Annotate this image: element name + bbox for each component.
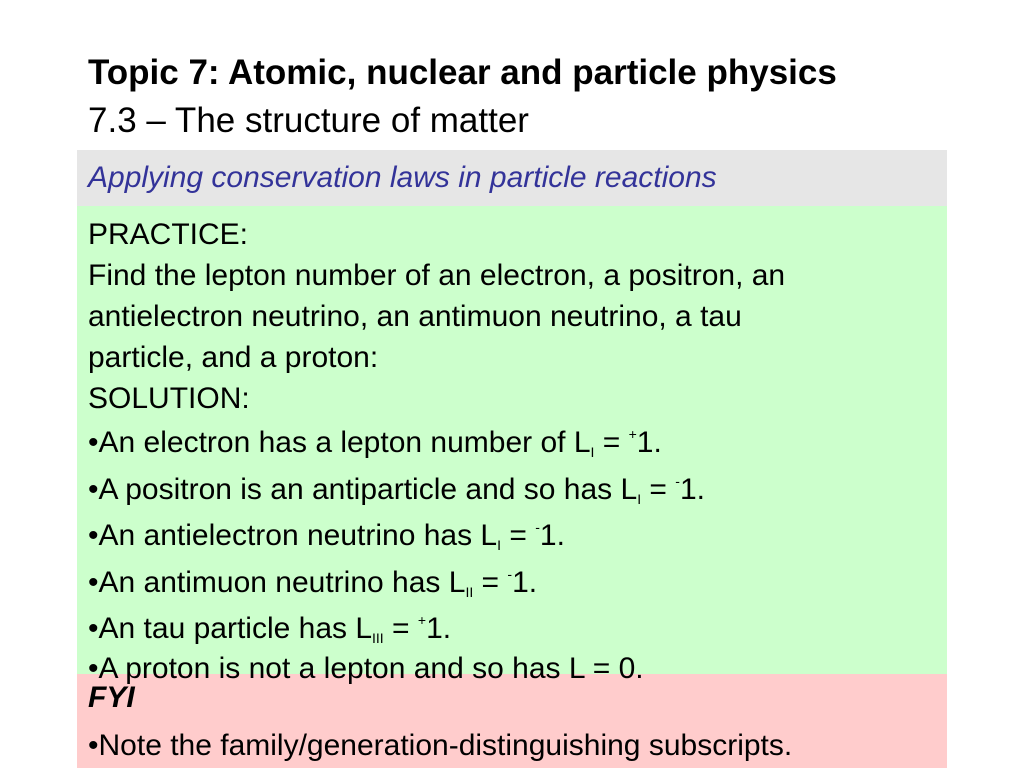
sign-superscript: - xyxy=(675,472,680,489)
page-title: Topic 7: Atomic, nuclear and particle physics xyxy=(88,53,837,92)
topic-heading: Applying conservation laws in particle reactions xyxy=(88,161,717,194)
lepton-value: 1. xyxy=(426,612,452,645)
page-subtitle: 7.3 – The structure of matter xyxy=(88,101,529,140)
bullet-equals: = xyxy=(383,612,418,645)
solution-bullet xyxy=(88,420,947,467)
lepton-subscript: I xyxy=(590,444,595,460)
solution-heading: SOLUTION: xyxy=(88,382,250,415)
bullet-text: A positron is an antiparticle and so has L xyxy=(98,472,638,506)
fyi-note-text: Note the family/generation-distinguishing subscripts. xyxy=(98,729,793,762)
bullet-text: An electron has a lepton number of L xyxy=(98,426,591,459)
bullet-icon: • xyxy=(88,652,99,685)
bullet-icon: • xyxy=(88,565,99,599)
solution-bullet xyxy=(88,646,644,692)
solution-bullet xyxy=(88,467,947,514)
bullet-icon: • xyxy=(88,426,99,459)
lepton-value: 1. xyxy=(512,565,538,599)
question-line: antielectron neutrino, an antimuon neutrino, a tau xyxy=(88,300,742,333)
topic-bar xyxy=(77,150,947,206)
bullet-icon: • xyxy=(88,729,99,762)
bullet-equals: = xyxy=(641,472,676,506)
lepton-value: 1. xyxy=(679,472,705,506)
bullet-text: An antielectron neutrino has L xyxy=(98,519,498,552)
bullet-equals: = xyxy=(594,426,629,459)
question-line: Find the lepton number of an electron, a positron, an xyxy=(88,259,786,292)
solution-bullet xyxy=(88,560,947,607)
bullet-icon: • xyxy=(88,612,99,645)
sign-superscript: - xyxy=(535,519,540,535)
bullet-icon: • xyxy=(88,472,99,506)
practice-heading: PRACTICE: xyxy=(88,218,249,251)
solution-bullet-list xyxy=(88,420,947,653)
lepton-value: 1. xyxy=(539,519,565,552)
sign-superscript: + xyxy=(628,426,637,442)
title-block xyxy=(88,52,968,142)
lepton-subscript: III xyxy=(372,630,384,646)
bullet-text: An tau particle has L xyxy=(98,612,373,645)
solution-bullet xyxy=(88,513,947,560)
lepton-value: 1. xyxy=(636,426,662,459)
lepton-subscript: I xyxy=(637,490,642,507)
lepton-subscript: I xyxy=(497,537,502,553)
bullet-text: A proton is not a lepton and so has L = 0. xyxy=(98,652,644,685)
bullet-equals: = xyxy=(473,565,508,599)
fyi-label: FYI xyxy=(88,681,135,714)
bullet-text: An antimuon neutrino has L xyxy=(98,565,466,599)
fyi-note xyxy=(88,726,947,766)
sign-superscript: + xyxy=(417,612,427,628)
bullet-icon: • xyxy=(88,519,99,552)
lepton-subscript: II xyxy=(465,583,474,600)
sign-superscript: - xyxy=(507,565,513,582)
question-line: particle, and a proton: xyxy=(88,341,379,374)
practice-panel xyxy=(77,206,947,674)
bullet-equals: = xyxy=(501,519,536,552)
